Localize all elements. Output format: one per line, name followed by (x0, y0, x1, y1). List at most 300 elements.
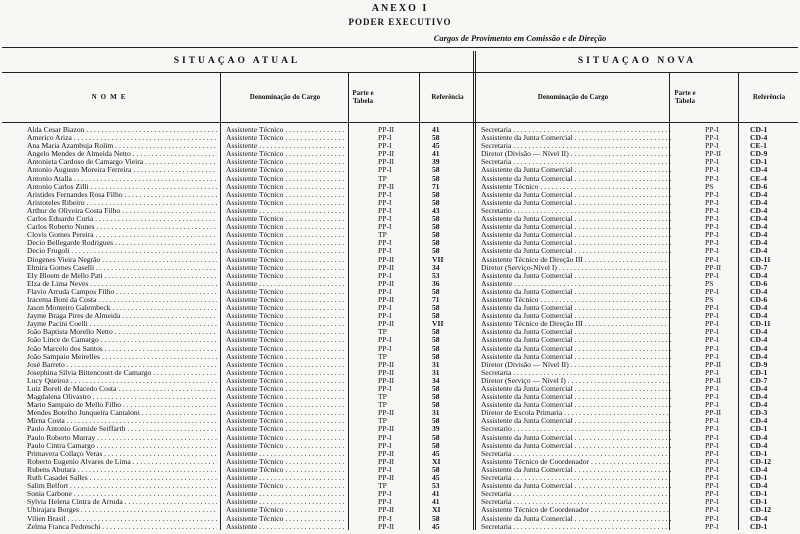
cell-cargo-new: Assistente da Junta Comercial . . . (481, 175, 671, 183)
cell-parte-current: PP-I (378, 190, 392, 199)
cell-cargo-current: Assistente Técnico . . . (226, 239, 346, 247)
cell-cargo-new: Secretaria . . . (481, 523, 671, 531)
cell-cargo-new: Assistente da Junta Comercial . . . (481, 393, 671, 401)
cell-cargo-new: Assistente da Junta Comercial . . . (481, 345, 671, 353)
table-row (0, 247, 800, 255)
cell-ref-current: 58 (432, 352, 440, 361)
cell-cargo-current: Assistente Técnico . . . (226, 442, 346, 450)
table-row (0, 425, 800, 433)
cell-parte-current: PP-II (378, 409, 395, 418)
cell-parte-current: PP-II (378, 360, 395, 369)
cell-parte-current: PP-I (378, 336, 392, 345)
table-row (0, 442, 800, 450)
cell-cargo-current: Assistente Técnico . . . (226, 409, 346, 417)
cell-ref-current: 36 (432, 279, 440, 288)
cell-parte-new: PP-I (705, 231, 719, 240)
cell-ref-current: 41 (432, 126, 440, 134)
column-header-cargo-new: Denominação do Cargo (537, 93, 609, 101)
table-row (0, 126, 800, 134)
cell-name: Roberto Eugenio Alvares de Lima . . . (27, 458, 217, 466)
cell-ref-new: CD-4 (750, 401, 768, 410)
cell-parte-current: PP-II (378, 368, 395, 377)
cell-cargo-current: Assistente . . . (226, 450, 346, 458)
table-row (0, 312, 800, 320)
cell-name: Magdalena Olivastro . . . (27, 393, 217, 401)
cell-cargo-new: Secretaria . . . (481, 142, 671, 150)
cell-cargo-current: Assistente Técnico . . . (226, 320, 346, 328)
cell-parte-new: PP-I (705, 287, 719, 296)
cell-cargo-current: Assistente Técnico . . . (226, 231, 346, 239)
cell-cargo-new: Assistente da Junta Comercial . . . (481, 312, 671, 320)
cell-cargo-new: Diretor de Escola Primaria . . . (481, 409, 671, 417)
cell-name: Ruth Casadei Salles . . . (27, 474, 217, 482)
cell-name: Elmira Gomes Caselli . . . (27, 264, 217, 272)
cell-parte-new: PP-I (705, 174, 719, 183)
cell-ref-new: CD-4 (750, 328, 768, 337)
table-row (0, 417, 800, 425)
cell-cargo-current: Assistente Técnico . . . (226, 304, 346, 312)
cell-ref-current: 58 (432, 441, 440, 450)
cell-cargo-current: Assistente Técnico . . . (226, 223, 346, 231)
cell-cargo-new: Secretaria . . . (481, 369, 671, 377)
table-row (0, 401, 800, 409)
cell-parte-current: TP (378, 401, 387, 410)
cell-name: Vilien Brasil . . . (27, 515, 217, 523)
table-row (0, 515, 800, 523)
cell-ref-current: 31 (432, 360, 440, 369)
cell-parte-new: PP-I (705, 142, 719, 151)
cell-cargo-current: Assistente Técnico . . . (226, 158, 346, 166)
cell-parte-current: TP (378, 417, 387, 426)
cell-cargo-current: Assistente Técnico . . . (226, 191, 346, 199)
cell-parte-current: PP-I (378, 498, 392, 507)
table-row (0, 223, 800, 231)
table-row (0, 215, 800, 223)
cell-cargo-new: Diretor (Divisão — Nível II) . . . (481, 150, 671, 158)
cell-ref-new: CD-4 (750, 190, 768, 199)
cell-parte-current: PP-I (378, 385, 392, 393)
cell-ref-new: CE-1 (750, 142, 767, 151)
table-row (0, 474, 800, 482)
cell-cargo-new: Secretario . . . (481, 207, 671, 215)
table-row (0, 256, 800, 264)
cell-ref-new: CE-4 (750, 174, 767, 183)
cell-ref-new: CD-1 (750, 474, 768, 483)
table-row (0, 345, 800, 353)
cell-parte-new: PP-I (705, 166, 719, 175)
cell-name: Mirna Costa . . . (27, 417, 217, 425)
cell-parte-current: PP-II (378, 376, 395, 385)
cell-name: Salim Belfort . . . (27, 482, 217, 490)
cell-parte-new: PP-I (705, 247, 719, 256)
cell-ref-new: CD-4 (750, 352, 768, 361)
cell-ref-current: 58 (432, 393, 440, 402)
cell-cargo-current: Assistente Técnico . . . (226, 345, 346, 353)
cell-name: Sylvia Helena Cintra de Arruda . . . (27, 498, 217, 506)
cell-parte-current: PP-I (378, 312, 392, 321)
cell-parte-new: PP-I (705, 206, 719, 215)
cell-parte-new: PP-I (705, 320, 719, 329)
cell-ref-current: 58 (432, 134, 440, 143)
cell-parte-new: PS (705, 279, 714, 288)
cell-cargo-current: Assistente Técnico . . . (226, 401, 346, 409)
table-row (0, 377, 800, 385)
cell-parte-current: PP-I (378, 198, 392, 207)
cell-parte-current: PP-II (378, 457, 395, 466)
cell-ref-current: 58 (432, 166, 440, 175)
table-row (0, 272, 800, 280)
table-row (0, 393, 800, 401)
column-header-ref-new: Referência (752, 93, 786, 101)
cell-ref-current: 58 (432, 190, 440, 199)
cell-name: João Lince de Camargo . . . (27, 336, 217, 344)
cell-ref-current: 41 (432, 150, 440, 159)
cell-ref-new: CD-7 (750, 376, 768, 385)
cell-cargo-new: Assistente da Junta Comercial . . . (481, 442, 671, 450)
table-row (0, 166, 800, 174)
cell-ref-new: CD-4 (750, 198, 768, 207)
cell-ref-new: CD-4 (750, 231, 768, 240)
column-header-ref-current: Referência (431, 93, 464, 101)
cell-ref-current: 45 (432, 522, 440, 531)
table-row (0, 336, 800, 344)
cell-ref-new: CD-4 (750, 482, 768, 491)
cell-cargo-current: Assistente Técnico . . . (226, 312, 346, 320)
cell-parte-new: PS (705, 182, 714, 191)
cell-parte-current: PP-I (378, 142, 392, 151)
cell-ref-current: 58 (432, 304, 440, 313)
cell-ref-new: CD-1 (750, 522, 768, 531)
cell-ref-current: 34 (432, 263, 440, 272)
cell-cargo-new: Secretaria . . . (481, 498, 671, 506)
cell-name: Alda Cesar Biazon . . . (27, 126, 217, 134)
cell-cargo-new: Assistente da Junta Comercial . . . (481, 247, 671, 255)
cell-parte-current: PP-II (378, 182, 395, 191)
table-row (0, 450, 800, 458)
cell-ref-current: 53 (432, 482, 440, 491)
cell-ref-new: CD-4 (750, 336, 768, 345)
cell-cargo-new: Assistente da Junta Comercial . . . (481, 272, 671, 280)
cell-ref-current: 34 (432, 376, 440, 385)
cell-cargo-current: Assistente Técnico . . . (226, 272, 346, 280)
cell-name: Sonia Carbone . . . (27, 490, 217, 498)
cell-cargo-new: Assistente da Junta Comercial . . . (481, 466, 671, 474)
cell-cargo-current: Assistente Técnico . . . (226, 134, 346, 142)
cell-parte-new: PP-I (705, 465, 719, 474)
cell-ref-new: CD-6 (750, 279, 768, 288)
cell-cargo-current: Assistente Técnico . . . (226, 385, 346, 393)
cell-parte-current: TP (378, 328, 387, 337)
cell-parte-new: PP-I (705, 190, 719, 199)
cell-parte-new: PP-I (705, 385, 719, 393)
cell-parte-new: PP-II (705, 263, 722, 272)
cell-parte-current: PP-II (378, 449, 395, 458)
cell-name: Ana Maria Azambuja Rolim . . . (27, 142, 217, 150)
cell-cargo-new: Assistente da Junta Comercial . . . (481, 434, 671, 442)
cell-cargo-current: Assistente Técnico . . . (226, 434, 346, 442)
section-header-current: SITUAÇAO ATUAL (173, 56, 301, 66)
cell-parte-new: PP-I (705, 474, 719, 483)
cell-cargo-new: Assistente da Junta Comercial . . . (481, 231, 671, 239)
annex-title: ANEXO I (371, 3, 429, 14)
cell-name: Rubens Abutara . . . (27, 466, 217, 474)
cell-cargo-current: Assistente . . . (226, 207, 346, 215)
cell-parte-new: PP-I (705, 255, 719, 264)
cell-parte-current: TP (378, 393, 387, 402)
cell-cargo-new: Assistente da Junta Comercial . . . (481, 199, 671, 207)
cell-cargo-current: Assistente Técnico . . . (226, 288, 346, 296)
cell-ref-new: CD-4 (750, 465, 768, 474)
table-row (0, 385, 800, 393)
cell-parte-new: PP-I (705, 457, 719, 466)
column-header-name: NOME (91, 93, 130, 101)
column-header-parte-current: Parte e Tabela (352, 89, 374, 105)
cell-cargo-current: Assistente Técnico . . . (226, 482, 346, 490)
cell-parte-current: PP-I (378, 134, 392, 143)
cell-parte-current: TP (378, 174, 387, 183)
cell-ref-new: CD-9 (750, 360, 768, 369)
cell-cargo-current: Assistente . . . (226, 523, 346, 531)
cell-name: Ubirajara Borges . . . (27, 506, 217, 514)
cell-cargo-new: Assistente da Junta Comercial . . . (481, 166, 671, 174)
cell-cargo-new: Secretaria . . . (481, 450, 671, 458)
cell-parte-current: PP-II (378, 295, 395, 304)
cell-ref-current: 71 (432, 182, 440, 191)
table-row (0, 353, 800, 361)
cell-name: Antonio Carlos Zilli . . . (27, 183, 217, 191)
cell-parte-new: PP-I (705, 482, 719, 491)
cell-ref-current: 41 (432, 490, 440, 499)
cell-ref-current: 58 (432, 198, 440, 207)
cell-ref-new: CD-4 (750, 134, 768, 143)
cell-name: Decio Bellegarde Rodrigues . . . (27, 239, 217, 247)
cell-ref-current: 58 (432, 336, 440, 345)
cell-parte-current: PP-II (378, 263, 395, 272)
cell-parte-current: PP-I (378, 206, 392, 215)
cell-parte-new: PP-I (705, 417, 719, 426)
cell-ref-current: 58 (432, 239, 440, 248)
cell-ref-new: CD-6 (750, 295, 768, 304)
table-row (0, 296, 800, 304)
cell-parte-new: PP-I (705, 522, 719, 531)
branch-title: PODER EXECUTIVO (348, 17, 452, 27)
cell-parte-new: PP-I (705, 352, 719, 361)
cell-ref-current: 58 (432, 401, 440, 410)
cell-cargo-current: Assistente Técnico . . . (226, 369, 346, 377)
cell-cargo-current: Assistente Técnico . . . (226, 361, 346, 369)
cell-parte-new: PP-I (705, 126, 719, 134)
cell-cargo-current: Assistente Técnico . . . (226, 150, 346, 158)
cell-name: Elza de Lima Neves . . . (27, 280, 217, 288)
cell-name: Angelo Mendes de Almeida Netto . . . (27, 150, 217, 158)
cell-cargo-current: Assistente Técnico . . . (226, 417, 346, 425)
cell-parte-new: PP-I (705, 506, 719, 515)
cell-cargo-current: Assistente Técnico . . . (226, 256, 346, 264)
cell-parte-new: PP-I (705, 433, 719, 442)
table-row (0, 207, 800, 215)
table-row (0, 231, 800, 239)
cell-cargo-current: Assistente . . . (226, 490, 346, 498)
cell-cargo-current: Assistente Técnico . . . (226, 126, 346, 134)
table-row (0, 320, 800, 328)
cell-name: Mario Sampaio de Mello Filho . . . (27, 401, 217, 409)
cell-cargo-new: Assistente da Junta Comercial . . . (481, 304, 671, 312)
cell-ref-current: 58 (432, 231, 440, 240)
cell-parte-new: PP-II (705, 376, 722, 385)
cell-parte-current: PP-II (378, 506, 395, 515)
cell-cargo-new: Assistente Técnico . . . (481, 296, 671, 304)
cell-parte-current: PP-II (378, 425, 395, 434)
cell-parte-new: PP-I (705, 312, 719, 321)
cell-cargo-new: Diretor (Serviço — Nível I) . . . (481, 377, 671, 385)
cell-ref-new: CD-7 (750, 263, 768, 272)
cell-cargo-new: Diretor (Divisão — Nível II) . . . (481, 361, 671, 369)
cell-parte-new: PP-I (705, 223, 719, 232)
cell-cargo-new: Assistente da Junta Comercial . . . (481, 215, 671, 223)
cell-cargo-new: Assistente Técnico de Direção III . . . (481, 256, 671, 264)
cell-parte-new: PP-I (705, 158, 719, 167)
cell-parte-new: PP-I (705, 498, 719, 507)
cell-cargo-current: Assistente Técnico . . . (226, 425, 346, 433)
cell-parte-new: PP-I (705, 425, 719, 434)
cell-ref-new: CD-4 (750, 206, 768, 215)
cell-ref-new: CD-12 (750, 506, 772, 515)
cell-parte-new: PP-I (705, 198, 719, 207)
cell-parte-new: PS (705, 295, 714, 304)
cell-parte-new: PP-I (705, 271, 719, 280)
table-row (0, 490, 800, 498)
cell-parte-current: PP-I (378, 514, 392, 523)
cell-ref-current: 58 (432, 312, 440, 321)
cell-name: Paulo Cintra Camargo . . . (27, 442, 217, 450)
cell-cargo-new: Secretaria . . . (481, 126, 671, 134)
cell-ref-new: CD-4 (750, 247, 768, 256)
table-row (0, 280, 800, 288)
cell-ref-new: CD-4 (750, 393, 768, 402)
cell-cargo-new: Diretor (Serviço-Nível I) . . . (481, 264, 671, 272)
cell-name: Zelma Franca Pedreschi . . . (27, 523, 217, 531)
cell-ref-current: 58 (432, 223, 440, 232)
cell-cargo-current: Assistente Técnico . . . (226, 296, 346, 304)
cell-ref-new: CD-1 (750, 449, 768, 458)
cell-cargo-current: Assistente Técnico . . . (226, 183, 346, 191)
table-row (0, 191, 800, 199)
cell-parte-current: PP-I (378, 271, 392, 280)
cell-cargo-new: Secretaria . . . (481, 474, 671, 482)
table-row (0, 482, 800, 490)
cell-name: Antonieta Cardoso de Camargo Vieira . . . (27, 158, 217, 166)
cell-cargo-current: Assistente Técnico . . . (226, 377, 346, 385)
cell-name: Paulo Roberto Murray . . . (27, 434, 217, 442)
cell-cargo-new: Assistente Técnico . . . (481, 183, 671, 191)
table-row (0, 199, 800, 207)
cell-ref-new: CD-4 (750, 417, 768, 426)
cell-name: Decio Frugoli . . . (27, 247, 217, 255)
cell-ref-new: CD-4 (750, 287, 768, 296)
cell-ref-new: CD-3 (750, 409, 768, 418)
cell-name: João Baptista Morello Netto . . . (27, 328, 217, 336)
cell-ref-new: CD-4 (750, 223, 768, 232)
cell-ref-new: CD-6 (750, 182, 768, 191)
cell-ref-current: 45 (432, 142, 440, 151)
cell-parte-new: PP-I (705, 134, 719, 143)
cell-ref-new: CD-4 (750, 215, 768, 224)
cell-cargo-new: Secretario . . . (481, 425, 671, 433)
cell-name: Luiz Boreli de Macedo Costa . . . (27, 385, 217, 393)
cell-ref-new: CD-4 (750, 271, 768, 280)
cell-ref-new: CD-4 (750, 239, 768, 248)
cell-ref-new: CD-4 (750, 304, 768, 313)
cell-ref-new: CD-9 (750, 150, 768, 159)
cell-parte-current: PP-I (378, 223, 392, 232)
cell-cargo-new: Assistente da Junta Comercial . . . (481, 288, 671, 296)
cell-ref-current: 39 (432, 425, 440, 434)
cell-cargo-new: Assistente da Junta Comercial . . . (481, 134, 671, 142)
cell-cargo-new: Assistente da Junta Comercial . . . (481, 417, 671, 425)
cell-ref-current: 58 (432, 344, 440, 353)
cell-ref-new: CD-1 (750, 425, 768, 434)
cell-parte-current: PP-I (378, 433, 392, 442)
table-row (0, 134, 800, 142)
cell-parte-new: PP-I (705, 514, 719, 523)
cell-parte-current: TP (378, 352, 387, 361)
cell-cargo-current: Assistente Técnico . . . (226, 175, 346, 183)
cell-name: Jayme Pacini Coelli . . . (27, 320, 217, 328)
cell-ref-new: CD-4 (750, 385, 768, 393)
cell-cargo-current: Assistente . . . (226, 142, 346, 150)
table-row (0, 466, 800, 474)
cell-ref-current: 45 (432, 449, 440, 458)
cell-ref-new: CD-1 (750, 368, 768, 377)
cell-parte-current: PP-I (378, 239, 392, 248)
cell-parte-current: PP-II (378, 279, 395, 288)
cell-name: Ely Bloem de Mello Pati . . . (27, 272, 217, 280)
cell-ref-new: CD-11 (750, 320, 771, 329)
cell-parte-new: PP-I (705, 368, 719, 377)
cell-ref-current: 58 (432, 417, 440, 426)
column-header-rule (2, 122, 798, 123)
cell-parte-new: PP-II (705, 409, 722, 418)
cell-cargo-current: Assistente Técnico . . . (226, 199, 346, 207)
cell-cargo-new: Assistente da Junta Comercial . . . (481, 385, 671, 393)
cell-name: Jason Monteiro Galembeck . . . (27, 304, 217, 312)
cell-parte-current: PP-II (378, 158, 395, 167)
cell-ref-current: 58 (432, 215, 440, 224)
cell-parte-new: PP-I (705, 239, 719, 248)
cell-parte-new: PP-I (705, 328, 719, 337)
cell-parte-current: PP-I (378, 215, 392, 224)
cell-ref-current: 58 (432, 465, 440, 474)
table-row (0, 369, 800, 377)
cell-ref-new: CD-4 (750, 312, 768, 321)
cell-parte-new: PP-I (705, 441, 719, 450)
cell-ref-current: 58 (432, 433, 440, 442)
table-row (0, 409, 800, 417)
cell-cargo-current: Assistente Técnico . . . (226, 166, 346, 174)
cell-parte-current: PP-I (378, 465, 392, 474)
cell-cargo-current: Assistente Técnico . . . (226, 328, 346, 336)
cell-cargo-new: Assistente . . . (481, 280, 671, 288)
cell-parte-new: PP-I (705, 490, 719, 499)
document-subtitle: Cargos de Provimento em Comissão e de Direção (433, 33, 607, 43)
cell-name: Jayme Braga Pires de Almeida . . . (27, 312, 217, 320)
cell-parte-current: TP (378, 231, 387, 240)
cell-cargo-new: Assistente da Junta Comercial . . . (481, 239, 671, 247)
appointments-table-body (0, 126, 800, 531)
cell-parte-new: PP-I (705, 401, 719, 410)
cell-cargo-new: Assistente da Junta Comercial . . . (481, 191, 671, 199)
table-row (0, 142, 800, 150)
